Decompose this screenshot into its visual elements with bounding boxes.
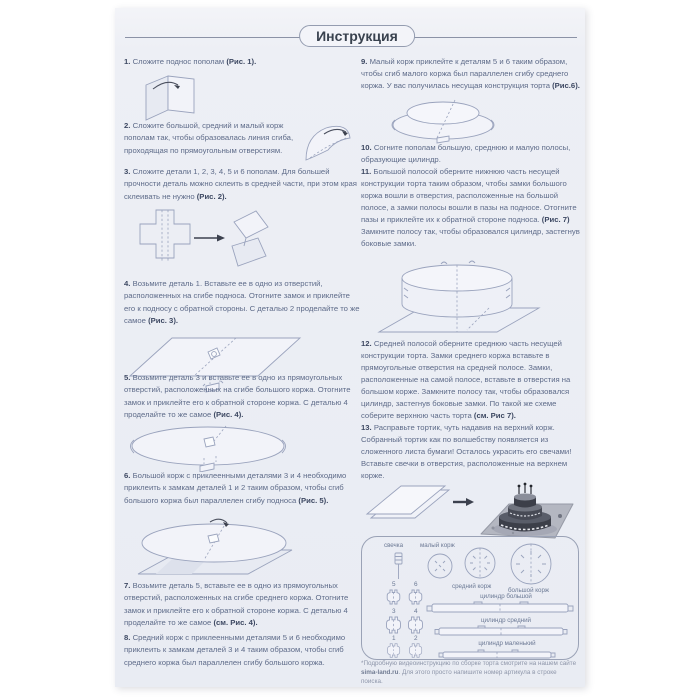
step-6: 6. Большой корж с приклеенными деталями 3 и 4 необходимо приклеить к замкам деталей 1 и 2 таким образом, чтобы сгиб большого коржа был параллелен сгибу подноса (Рис. 5). bbox=[124, 471, 347, 505]
step-13: 13. Расправьте тортик, чуть надавив на верхний корж. Собранный тортик как по волшебству появляется из сложенного листа бумаги! Осталось украсить его свечами! Вставьте свечки в отверстия, расположенные на верхнем корже. bbox=[361, 423, 572, 480]
step-10: 10. Согните пополам большую, среднюю и малую полосы, образующие цилиндр. bbox=[361, 143, 571, 164]
figure-2-cross-piece bbox=[128, 202, 288, 276]
step-2-text: 2. Сложите большой, средний и малый корж пополам так, чтобы образовалась линия сгиба, проходящая по прямоугольным отверстиям. bbox=[124, 121, 294, 155]
step-8: 8. Средний корж с приклеенными деталями 5 и 6 необходимо приклеить к замкам деталей 3 и 4 таким образом, чтобы сгиб среднего коржа был параллелен сгибу большого коржа. bbox=[124, 633, 346, 667]
step-11: 11. Большой полосой оберните нижнюю часть несущей конструкции торта таким образом, чтобы замки большого коржа вошли в отверстия, расположенные на большой полосе, а замки полосы вошли в пазы на подносе. Отогните пазы и приклейте их к обратной стороне подноса. (Рис. 7) Замкните полосу так, чтобы образовался цилиндр, застегнув боковые замки. bbox=[361, 167, 580, 248]
piece-number-6: 6 bbox=[414, 581, 418, 588]
left-column bbox=[124, 8, 360, 687]
large-layer-label: большой корж bbox=[508, 587, 550, 594]
piece-6-icon bbox=[408, 589, 423, 610]
piece-number-3: 3 bbox=[392, 608, 396, 615]
piece-number-2: 2 bbox=[414, 635, 418, 642]
step-5: 5. Возьмите деталь 3 и вставьте ее в одно из прямоугольных отверстий, расположенных на сгибе большого коржа. Отогните замок и приклейте его к обратной стороне коржа. С деталью 4 проделайте то же самое (Рис. 4). bbox=[124, 373, 351, 419]
piece-number-5: 5 bbox=[392, 581, 396, 588]
footnote-text-pre: *Подробную видеоинструкцию по сборке торта смотрите на нашем сайте bbox=[361, 660, 577, 667]
piece-number-4: 4 bbox=[414, 608, 418, 615]
parts-legend-box bbox=[361, 536, 579, 660]
figure-7-cylinder-on-tray bbox=[371, 260, 545, 338]
step-4: 4. Возьмите деталь 1. Вставьте ее в одно из отверстий, расположенных на сгибе подноса. Отогните замок и приклейте его к подносу с обратной стороны. С деталью 2 проделайте то же самое (Рис. 3). bbox=[124, 279, 360, 325]
small-layer-label: малый корж bbox=[420, 542, 455, 549]
piece-5-icon bbox=[386, 589, 401, 610]
step-7: 7. Возьмите деталь 5, вставьте ее в одно из прямоугольных отверстий, расположенных на сгибе среднего коржа. Отогните замок и приклейте его к обратной стороне коржа. С деталью 4 проделайте то же самое (см. Рис. 4). bbox=[124, 581, 349, 627]
figure-4-large-layer bbox=[126, 422, 290, 472]
figure-6-stacked-layers bbox=[387, 96, 499, 144]
piece-number-1: 1 bbox=[392, 635, 396, 642]
step-1: 1. Сложите поднос пополам (Рис. 1). bbox=[124, 57, 257, 66]
figure-5-layer-on-tray bbox=[126, 516, 298, 578]
large-layer-icon bbox=[508, 541, 554, 592]
medium-layer-icon bbox=[462, 545, 498, 586]
cylinder-large-label: цилиндр большой bbox=[480, 593, 532, 600]
right-column bbox=[361, 8, 583, 687]
instruction-sheet bbox=[115, 8, 585, 687]
small-layer-icon bbox=[426, 552, 454, 585]
step-9: 9. Малый корж приклейте к деталям 5 и 6 таким образом, чтобы сгиб малого коржа был параллелен сгибу среднего коржа. У вас получилась несущая конструкция торта (Рис.6). bbox=[361, 57, 580, 90]
page-title: Инструкция bbox=[299, 25, 415, 47]
footnote-text-post: . Для этого просто напишите номер артикула в строке поиска. bbox=[361, 668, 557, 685]
step-3: 3. Сложите детали 1, 2, 3, 4, 5 и 6 пополам. Для большей прочности деталь можно склеить в средней части, при этом края склеивать не нужно (Рис. 2). bbox=[124, 167, 357, 201]
medium-layer-label: средний корж bbox=[452, 583, 492, 590]
candle-label: свечка bbox=[384, 542, 404, 549]
step-12: 12. Средней полосой оберните среднюю часть несущей конструкции торта. Замки среднего коржа вставьте в прямоугольные отверстия на средней полосе. Замки, расположенные на самой полосе, вставьте в отверстия на большом корже. Замкните полосу так, чтобы образовался цилиндр, застегнув боковые замки. По такой же схеме соберите верхнюю часть торта (см. Рис 7). bbox=[361, 339, 571, 420]
figure-1-fold-tray bbox=[136, 70, 202, 122]
footnote-brand: sima-land.ru bbox=[361, 668, 399, 676]
cylinder-medium-label: цилиндр средний bbox=[480, 617, 532, 624]
footnote bbox=[361, 660, 577, 686]
cylinder-small-label: цилиндр маленький bbox=[478, 640, 536, 647]
